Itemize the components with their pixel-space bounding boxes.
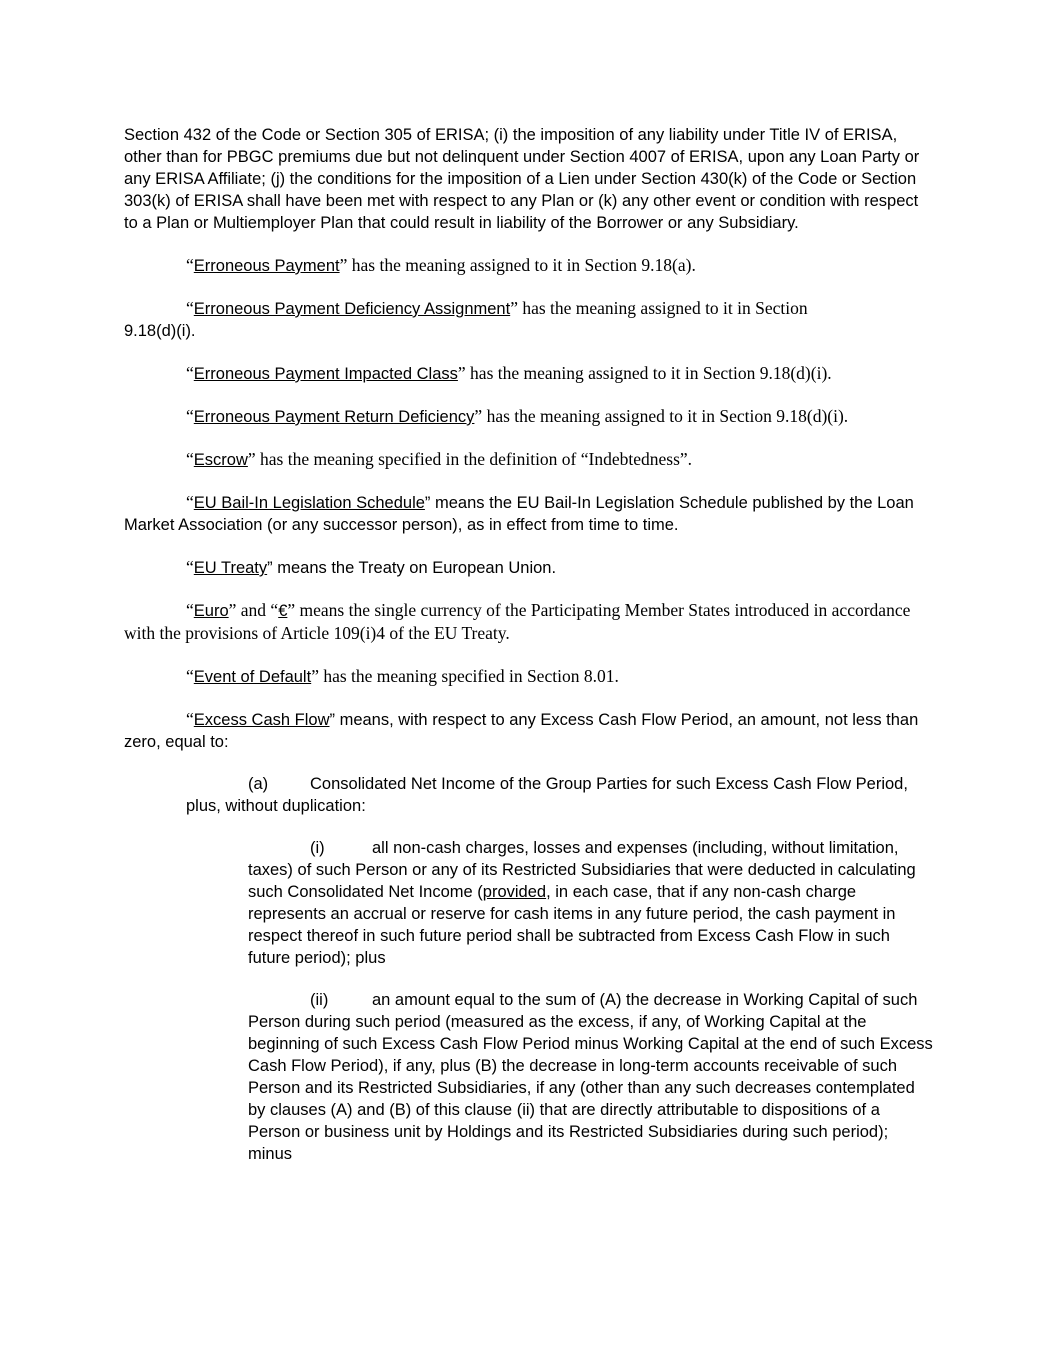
provided-term: provided [482,883,547,901]
definition-eu-treaty: “EU Treaty” means the Treaty on European Union. [186,557,557,577]
defined-term: Erroneous Payment Impacted Class [193,365,458,383]
clause-label: (ii) [310,991,329,1009]
defined-term: Event of Default [193,668,312,686]
definition-eu-bail-in-legislation-schedule: “EU Bail-In Legislation Schedule” means the EU Bail-In Legislation Schedule published by the Loan Market Association (or any successor person), as in effect from time to time. [124,492,914,534]
definition-text: ” means the EU Bail-In Legislation Schedule published by the Loan Market Association (or any successor person), as in effect from time to time. [124,494,914,534]
defined-term: Erroneous Payment Deficiency Assignment [193,300,511,318]
defined-term-euro-sign: € [278,602,288,620]
defined-term: Escrow [193,451,248,469]
definition-text: ” has the meaning assigned to it in Section 9.18(a). [339,255,696,275]
defined-term: Excess Cash Flow [193,711,330,729]
clause-text: Consolidated Net Income of the Group Parties for such Excess Cash Flow Period, plus, without duplication: [186,775,908,815]
clause-a [186,773,934,817]
definition-text: ” has the meaning specified in Section 8.01. [311,666,619,686]
definition-euro: “Euro” and “€” means the single currency of the Participating Member States introduced in accordance with the provisions of Article 109(i)4 of the EU Treaty. [124,600,911,643]
definition-connector: ” and “ [228,600,279,620]
definition-escrow: “Escrow” has the meaning specified in the definition of “Indebtedness”. [186,449,693,469]
definition-excess-cash-flow: “Excess Cash Flow” means, with respect to any Excess Cash Flow Period, an amount, not less than zero, equal to: [124,709,919,751]
clause-i [248,837,934,969]
definition-text: ” means the single currency of the Participating Member States introduced in accordance with the provisions of Article 109(i)4 of the EU Treaty. [124,600,911,643]
clause-text: all non-cash charges, losses and expenses (including, without limitation, taxes) of such Person or any of its Restricted Subsidiaries that were deducted in calculating such Consolidated Net Income ( [248,839,916,901]
defined-term: EU Bail-In Legislation Schedule [193,494,425,512]
definition-erroneous-payment-impacted-class: “Erroneous Payment Impacted Class” has the meaning assigned to it in Section 9.18(d)(i). [186,363,832,383]
defined-term: EU Treaty [193,559,268,577]
clause-label: (i) [310,839,325,857]
definition-text: ” has the meaning assigned to it in Section 9.18(d)(i). [457,363,832,383]
definition-text: ” has the meaning specified in the definition of “Indebtedness”. [247,449,693,469]
defined-term: Erroneous Payment Return Deficiency [193,408,475,426]
clause-text: an amount equal to the sum of (A) the decrease in Working Capital of such Person during such period (measured as the excess, if any, of Working Capital at the beginning of such Excess Cash Flow Period minus Working Capital at the end of such Excess Cash Flow Period), if any, plus (B) the decrease in long-term accounts receivable of such Person and its Restricted Subsidiaries, if any (other than any such decreases contemplated by clauses (A) and (B) of this clause (ii) that are directly attributable to dispositions of a Person or business unit by Holdings and its Restricted Subsidiaries during such period); minus [248,991,933,1163]
document-page [124,124,934,1185]
clause-label: (a) [248,775,269,793]
definition-erroneous-payment-return-deficiency: “Erroneous Payment Return Deficiency” has the meaning assigned to it in Section 9.18(d)(i). [186,406,849,426]
definition-erroneous-payment-deficiency-assignment: “Erroneous Payment Deficiency Assignment” has the meaning assigned to it in Section 9.18(d)(i). [124,298,808,340]
defined-term: Euro [193,602,229,620]
definition-tail: 9.18(d)(i). [124,322,196,340]
definition-event-of-default: “Event of Default” has the meaning specified in Section 8.01. [186,666,619,686]
definition-erroneous-payment: “Erroneous Payment” has the meaning assigned to it in Section 9.18(a). [186,255,696,275]
defined-term: Erroneous Payment [193,257,340,275]
clause-ii [248,989,934,1165]
intro-paragraph: Section 432 of the Code or Section 305 of ERISA; (i) the imposition of any liability under Title IV of ERISA, other than for PBGC premiums due but not delinquent under Section 4007 of ERISA, upon any Loan Party or any ERISA Affiliate; (j) the conditions for the imposition of a Lien under Section 430(k) of the Code or Section 303(k) of ERISA shall have been met with respect to any Plan or (k) any other event or condition with respect to a Plan or Multiemployer Plan that could result in liability of the Borrower or any Subsidiary. [124,126,920,232]
definition-text: ” means, with respect to any Excess Cash Flow Period, an amount, not less than zero, equal to: [124,711,919,751]
definition-text: ” has the meaning assigned to it in Section 9.18(d)(i). [474,406,849,426]
definition-text: ” means the Treaty on European Union. [267,559,557,577]
clause-text-continued: , in each case, that if any non-cash charge represents an accrual or reserve for cash items in any future period, the cash payment in respect thereof in such future period shall be subtracted from Excess Cash Flow in such future period); plus [248,883,896,967]
definition-text: ” has the meaning assigned to it in Section [510,298,808,318]
